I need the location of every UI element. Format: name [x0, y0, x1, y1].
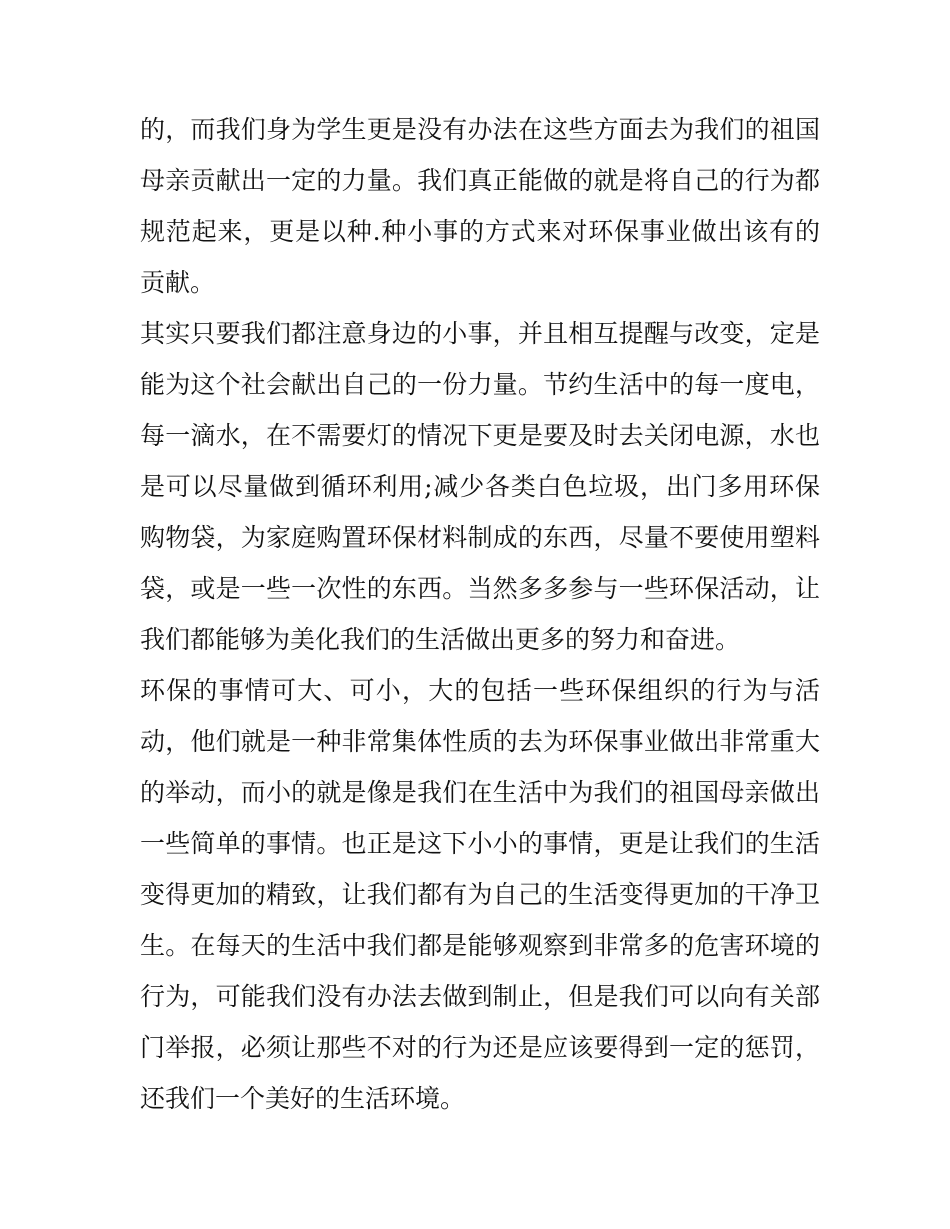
text-line: 行为，可能我们没有办法去做到制止，但是我们可以向有关部: [140, 982, 820, 1011]
text-line: 袋，或是一些一次性的东西。当然多多参与一些环保活动，让: [140, 574, 820, 603]
text-line: 我们都能够为美化我们的生活做出更多的努力和奋进。: [140, 625, 741, 654]
text-line: 是可以尽量做到循环利用;减少各类白色垃圾，出门多用环保: [140, 472, 820, 501]
text-line: 贡献。: [140, 268, 216, 297]
text-line: 门举报，必须让那些不对的行为还是应该要得到一定的惩罚，: [140, 1033, 820, 1062]
text-line: 一些简单的事情。也正是这下小小的事情，更是让我们的生活: [140, 829, 820, 858]
text-line: 能为这个社会献出自己的一份力量。节约生活中的每一度电，: [140, 370, 820, 399]
text-line: 规范起来，更是以种.种小事的方式来对环保事业做出该有的: [140, 217, 820, 246]
text-line: 变得更加的精致，让我们都有为自己的生活变得更加的干净卫: [140, 880, 820, 909]
text-line: 购物袋，为家庭购置环保材料制成的东西，尽量不要使用塑料: [140, 523, 820, 552]
text-line: 还我们一个美好的生活环境。: [140, 1084, 466, 1113]
text-line: 母亲贡献出一定的力量。我们真正能做的就是将自己的行为都: [140, 166, 820, 195]
text-line: 其实只要我们都注意身边的小事，并且相互提醒与改变，定是: [140, 319, 820, 348]
text-line: 的，而我们身为学生更是没有办法在这些方面去为我们的祖国: [140, 115, 820, 144]
text-line: 的举动，而小的就是像是我们在生活中为我们的祖国母亲做出: [140, 778, 820, 807]
text-line: 环保的事情可大、可小，大的包括一些环保组织的行为与活: [140, 676, 820, 705]
text-line: 每一滴水，在不需要灯的情况下更是要及时去关闭电源，水也: [140, 421, 820, 450]
text-line: 动，他们就是一种非常集体性质的去为环保事业做出非常重大: [140, 727, 820, 756]
text-line: 生。在每天的生活中我们都是能够观察到非常多的危害环境的: [140, 931, 820, 960]
body-text: [140, 104, 820, 1124]
